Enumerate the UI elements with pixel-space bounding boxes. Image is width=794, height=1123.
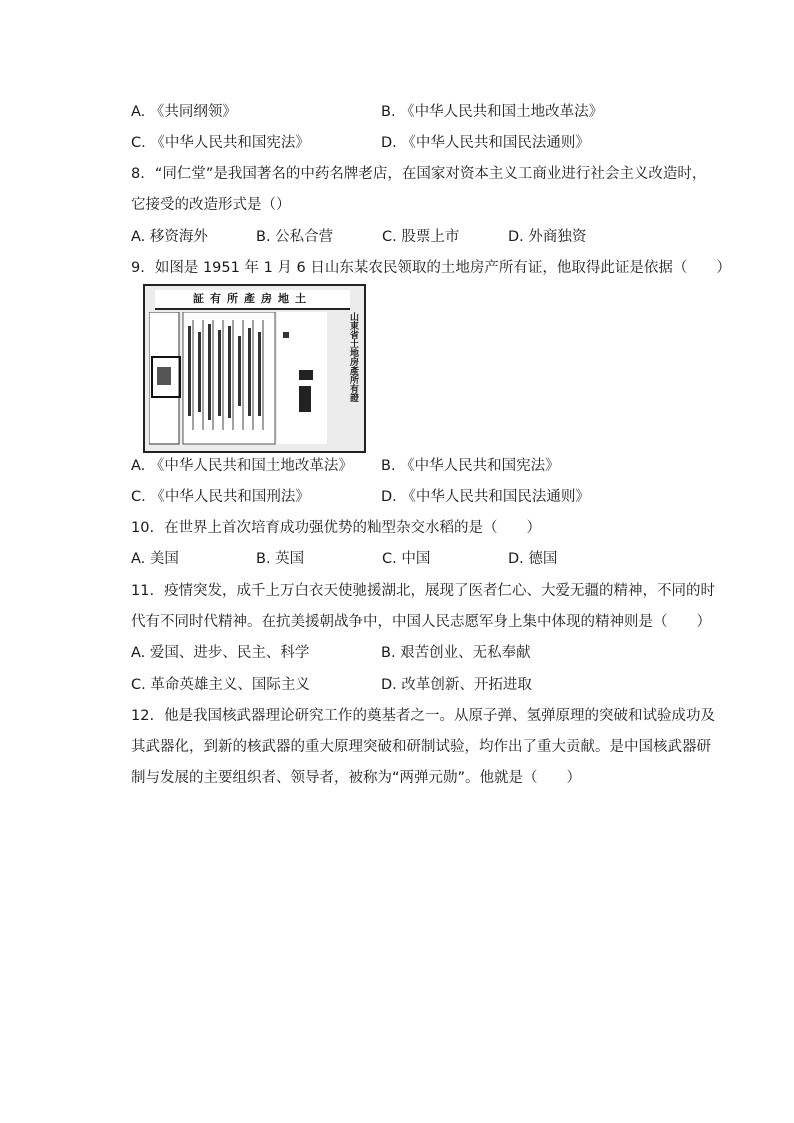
q7-option-d: D. 《中华人民共和国民法通则》 <box>381 135 590 151</box>
q12-stem-line1 <box>131 706 715 726</box>
q7-option-b: B. 《中华人民共和国土地改革法》 <box>381 104 604 120</box>
q10-option-b: B. 英国 <box>256 551 305 567</box>
q11-number: 11. <box>131 583 155 599</box>
q7-option-c: C. 《中华人民共和国宪法》 <box>131 135 310 151</box>
q10-stem <box>131 518 541 538</box>
q9-option-c: C. 《中华人民共和国刑法》 <box>131 489 310 505</box>
q9-number: 9. <box>131 260 145 276</box>
q10-number: 10. <box>131 520 155 536</box>
q8-text-1: “同仁堂”是我国著名的中药名牌老店，在国家对资本主义工商业进行社会主义改造时， <box>154 166 707 182</box>
q8-option-b: B. 公私合营 <box>256 229 334 245</box>
q7-option-a: A. 《共同纲领》 <box>131 104 237 120</box>
q9-option-a: A. 《中华人民共和国土地改革法》 <box>131 458 353 474</box>
land-certificate-figure <box>143 284 366 453</box>
certificate-title: 証有所產房地土 <box>155 290 350 310</box>
q12-number: 12. <box>131 708 155 724</box>
q10-text: 在世界上首次培育成功强优势的籼型杂交水稻的是（ ） <box>164 520 542 536</box>
q12-text-3: 制与发展的主要组织者、领导者，被称为“两弹元勋”。他就是（ ） <box>131 770 582 786</box>
q11-text-1: 疫情突发，成千上万白衣天使驰援湖北，展现了医者仁心、大爱无疆的精神，不同的时 <box>164 583 716 599</box>
q10-option-d: D. 德国 <box>508 551 558 567</box>
q8-option-d: D. 外商独资 <box>508 229 587 245</box>
q11-stem-line1 <box>131 581 715 601</box>
q8-option-c: C. 股票上市 <box>382 229 460 245</box>
q8-text-2: 它接受的改造形式是（） <box>131 197 291 213</box>
q11-option-a: A. 爱国、进步、民主、科学 <box>131 645 310 661</box>
q8-stem-line1 <box>131 164 706 184</box>
q11-option-b: B. 艰苦创业、无私奉献 <box>381 645 531 661</box>
q11-option-d: D. 改革创新、开拓进取 <box>381 677 532 693</box>
q10-option-a: A. 美国 <box>131 551 179 567</box>
q10-option-c: C. 中国 <box>382 551 431 567</box>
certificate-side-text: 山東省土地房產所有證 <box>348 312 358 402</box>
q9-text: 如图是 1951 年 1 月 6 日山东某农民领取的土地房产所有证，他取得此证是依据（ ） <box>154 260 731 276</box>
q11-option-c: C. 革命英雄主义、国际主义 <box>131 677 310 693</box>
certificate-document-image <box>149 312 329 447</box>
q8-option-a: A. 移资海外 <box>131 229 208 245</box>
q12-text-1: 他是我国核武器理论研究工作的奠基者之一。从原子弹、氢弹原理的突破和试验成功及 <box>164 708 716 724</box>
q9-option-b: B. 《中华人民共和国宪法》 <box>381 458 560 474</box>
q8-number: 8. <box>131 166 145 182</box>
q9-option-d: D. 《中华人民共和国民法通则》 <box>381 489 590 505</box>
q9-stem <box>131 258 731 278</box>
q11-text-2: 代有不同时代精神。在抗美援朝战争中，中国人民志愿军身上集中体现的精神则是（ ） <box>131 614 711 630</box>
q12-text-2: 其武器化，到新的核武器的重大原理突破和研制试验，均作出了重大贡献。是中国核武器研 <box>131 739 711 755</box>
